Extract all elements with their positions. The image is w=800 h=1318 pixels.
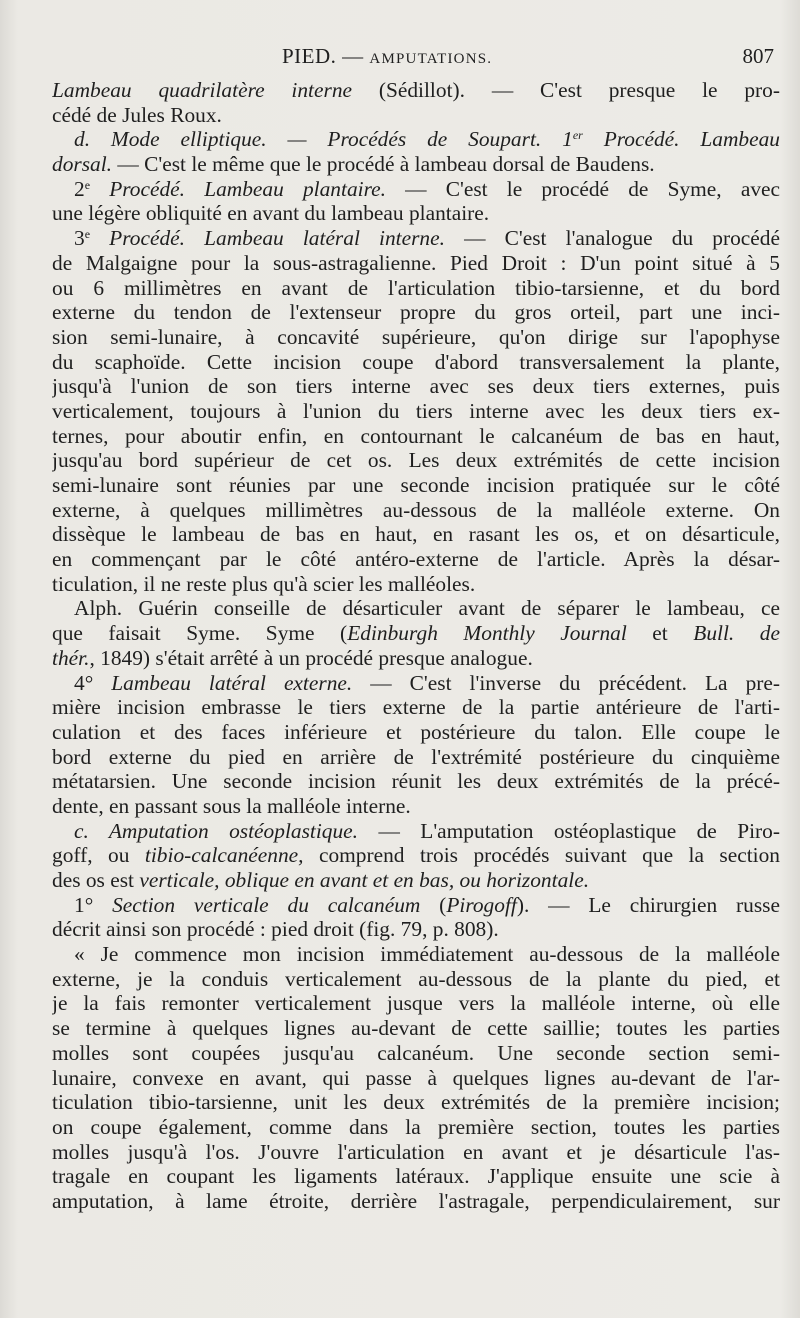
text-segment: se termine à quelques lignes au-devant de cette saillie; toutes les parties (52, 1016, 780, 1041)
italic-text: verticale, oblique en avant et en bas, ou horizontale. (139, 868, 590, 892)
italic-text: Lambeau latéral externe. (111, 670, 353, 695)
text-line (52, 1115, 780, 1140)
text-segment: goff, ou (52, 843, 145, 868)
text-segment: ou 6 millimètres en avant de l'articulation tibio-tarsienne, et du bord (52, 275, 780, 300)
text-segment: mière incision embrasse le tiers externe de la partie antérieure de l'arti- (52, 695, 780, 720)
text-line (52, 226, 780, 251)
text-line (52, 1041, 780, 1066)
text-line (52, 1016, 780, 1041)
text-segment: cédé de Jules Roux. (52, 102, 222, 127)
italic-text: Procédé. Lambeau (582, 127, 780, 152)
text-segment: externe, à quelques millimètres au-dessous de la malléole externe. On (52, 497, 780, 522)
superscript: e (84, 227, 91, 242)
text-line (52, 671, 780, 696)
text-line (52, 251, 780, 276)
text-segment: métatarsien. Une seconde incision réunit les deux extrémités de la précé- (52, 769, 780, 794)
text-segment: « Je commence mon incision immédiatement au-dessous de la malléole (74, 942, 780, 967)
superscript: e (84, 177, 91, 192)
running-header (52, 44, 778, 72)
text-line (52, 103, 780, 128)
text-line (52, 300, 780, 325)
text-segment: et (626, 621, 694, 646)
italic-text: dorsal. (52, 152, 113, 177)
text-segment: culation et des faces inférieure et postérieure du talon. Elle coupe le (52, 719, 780, 744)
text-segment: externe, je la conduis verticalement au-dessous de la plante du pied, et (52, 966, 780, 991)
text-segment: ternes, pour aboutir enfin, en contournant le calcanéum de bas en haut, (52, 423, 780, 448)
page-number: 807 (742, 44, 774, 68)
text-line (52, 276, 780, 301)
text-line (52, 819, 780, 844)
italic-text: Section verticale du calcanéum (112, 892, 421, 917)
running-title (282, 44, 492, 69)
text-segment: jusqu'à l'union de son tiers interne avec ses deux tiers externes, puis (52, 374, 780, 399)
text-segment: verticalement, toujours à l'union du tiers interne avec les deux tiers ex- (52, 398, 780, 423)
text-line (52, 399, 780, 424)
text-segment: sion semi-lunaire, à concavité supérieure, qu'on dirige sur l'apophyse (52, 324, 780, 349)
text-segment: des os est (52, 868, 140, 892)
superscript: er (572, 128, 583, 143)
text-line (52, 843, 780, 868)
text-body (52, 78, 780, 1214)
text-segment: 4° (74, 670, 112, 695)
text-line (52, 646, 780, 671)
text-segment: lunaire, convexe en avant, qui passe à quelques lignes au-devant de l'ar- (52, 1065, 780, 1090)
text-line (52, 1090, 780, 1115)
text-line (52, 695, 780, 720)
text-segment: (Sédillot). — C'est presque le pro- (352, 78, 780, 102)
text-segment: ticulation, il ne reste plus qu'à scier les malléoles. (52, 571, 476, 596)
italic-text: Pirogoff (446, 892, 517, 917)
text-line (52, 621, 780, 646)
text-segment: 2 (74, 176, 85, 201)
text-segment: Alph. Guérin conseille de désarticuler avant de séparer le lambeau, ce (74, 596, 780, 621)
header-dash: — (336, 44, 370, 68)
italic-text: Bull. de (693, 621, 780, 646)
text-line (52, 498, 780, 523)
header-title: PIED. (282, 44, 337, 68)
text-segment: externe du tendon de l'extenseur propre du gros orteil, part une inci- (52, 300, 780, 325)
text-line (52, 1066, 780, 1091)
text-line (52, 547, 780, 572)
header-subtitle: AMPUTATIONS. (369, 51, 493, 67)
text-line (52, 350, 780, 375)
text-line (52, 78, 780, 103)
text-segment: que faisait Syme. Syme ( (52, 621, 348, 646)
text-segment: décrit ainsi son procédé : pied droit (fig. 79, p. 808). (52, 917, 499, 942)
text-segment: , 1849) s'était arrêté à un procédé presque analogue. (89, 645, 533, 670)
text-segment: du scaphoïde. Cette incision coupe d'abord transversalement la plante, (52, 349, 780, 374)
italic-text: c. Amputation ostéoplastique. (74, 818, 359, 843)
text-segment: ). — Le chirurgien russe (516, 892, 780, 917)
text-segment: dissèque le lambeau de bas en haut, en rasant les os, et on désarticule, (52, 522, 780, 547)
text-line (52, 448, 780, 473)
text-segment: — C'est le même que le procédé à lambeau dorsal de Baudens. (112, 152, 655, 177)
text-line (52, 1164, 780, 1189)
text-segment: je la fais remonter verticalement jusque vers la malléole interne, où elle (52, 991, 780, 1016)
text-line (52, 769, 780, 794)
text-line (52, 1140, 780, 1165)
text-segment: jusqu'au bord supérieur de cet os. Les deux extrémités de cette incision (52, 448, 780, 473)
text-segment: comprend trois procédés suivant que la section (303, 843, 780, 868)
italic-text: tibio-calcanéenne, (144, 843, 304, 868)
text-line (52, 522, 780, 547)
text-segment: 3 (74, 226, 85, 251)
text-segment: ticulation tibio-tarsienne, unit les deux extrémités de la première incision; (52, 1090, 780, 1115)
text-line (52, 127, 780, 152)
text-segment: semi-lunaire sont réunies par une seconde incision pratiquée sur le côté (52, 473, 780, 497)
text-line (52, 325, 780, 350)
text-segment: en commençant par le côté antéro-externe de l'article. Après la désar- (52, 547, 780, 572)
text-segment: on coupe également, comme dans la première section, toutes les parties (52, 1114, 780, 1139)
text-line (52, 201, 780, 226)
text-line (52, 794, 780, 819)
text-segment: molles sont coupées jusqu'au calcanéum. Une seconde section semi- (52, 1040, 780, 1065)
text-segment: — C'est l'inverse du précédent. La pre- (352, 670, 780, 695)
text-line (52, 177, 780, 202)
text-segment: tragale en coupant les ligaments latéraux. J'applique ensuite une scie à (52, 1164, 780, 1189)
text-line (52, 1189, 780, 1214)
text-line (52, 967, 780, 992)
text-segment: ( (420, 892, 447, 917)
text-segment: 1° (74, 892, 113, 917)
text-line (52, 720, 780, 745)
text-line (52, 942, 780, 967)
text-segment: dente, en passant sous la malléole interne. (52, 793, 411, 818)
text-line (52, 572, 780, 597)
text-segment: une légère obliquité en avant du lambeau plantaire. (52, 201, 490, 226)
italic-text: d. Mode elliptique. — Procédés de Soupart. 1 (74, 127, 573, 152)
text-segment: bord externe du pied en arrière de l'extrémité postérieure du cinquième (52, 744, 780, 769)
text-segment: de Malgaigne pour la sous-astragalienne. Pied Droit : D'un point situé à 5 (52, 250, 780, 275)
text-line (52, 473, 780, 498)
text-segment: amputation, à lame étroite, derrière l'astragale, perpendiculairement, sur (52, 1188, 780, 1213)
text-line (52, 152, 780, 177)
text-segment: — C'est l'analogue du procédé (444, 226, 780, 251)
italic-text: Edinburgh Monthly Journal (347, 621, 627, 646)
text-line (52, 991, 780, 1016)
text-line (52, 374, 780, 399)
text-segment: molles jusqu'à l'os. J'ouvre l'articulation en avant et je désarticule l'as- (52, 1139, 780, 1164)
text-line (52, 868, 780, 893)
text-line (52, 424, 780, 449)
italic-text: Procédé. Lambeau plantaire. (90, 176, 386, 201)
text-segment: — L'amputation ostéoplastique de Piro- (358, 818, 780, 843)
text-line (52, 596, 780, 621)
italic-text: thér. (52, 645, 90, 670)
italic-text: Procédé. Lambeau latéral interne. (90, 226, 445, 251)
italic-text: Lambeau quadrilatère interne (52, 78, 353, 102)
text-segment: — C'est le procédé de Syme, avec (385, 176, 780, 201)
text-line (52, 917, 780, 942)
text-line (52, 893, 780, 918)
text-line (52, 745, 780, 770)
